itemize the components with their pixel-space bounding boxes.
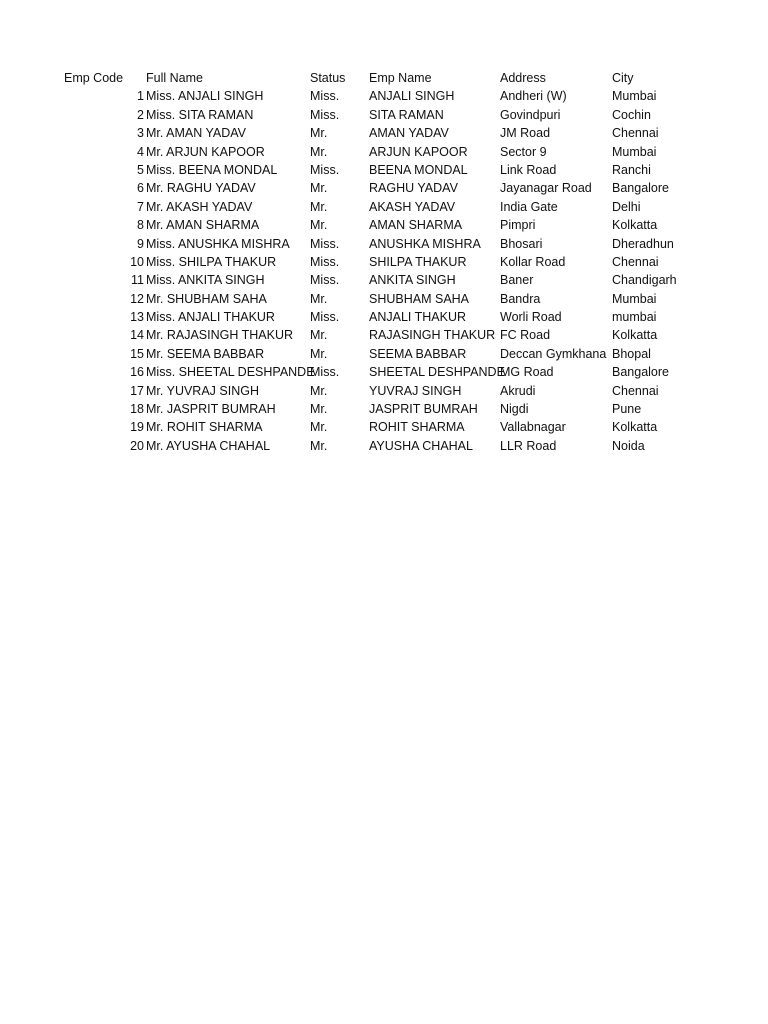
- table-row: [0, 326, 768, 344]
- full-name-cell: Mr. ARJUN KAPOOR: [146, 144, 265, 159]
- header-address: Address: [500, 71, 546, 85]
- city-cell: Dheradhun: [612, 236, 674, 251]
- city-cell: Mumbai: [612, 144, 657, 159]
- emp-name-cell: BEENA MONDAL: [369, 162, 468, 177]
- status-cell: Mr.: [310, 126, 328, 141]
- status-cell: Mr.: [310, 438, 328, 453]
- emp-code-cell: 6: [137, 181, 144, 196]
- full-name-cell: Miss. ANUSHKA MISHRA: [146, 236, 290, 251]
- full-name-cell: Miss. ANJALI THAKUR: [146, 310, 275, 325]
- emp-code-cell: 20: [130, 438, 144, 453]
- address-cell: Worli Road: [500, 310, 562, 325]
- table-row: [0, 253, 768, 271]
- status-cell: Miss.: [310, 89, 340, 104]
- address-cell: JM Road: [500, 126, 551, 141]
- emp-name-cell: ANJALI THAKUR: [369, 310, 467, 325]
- emp-name-cell: SHILPA THAKUR: [369, 254, 467, 269]
- emp-name-cell: ANKITA SINGH: [369, 273, 456, 288]
- table-body: [0, 87, 768, 455]
- full-name-cell: Miss. ANKITA SINGH: [146, 273, 265, 288]
- table-row: [0, 216, 768, 234]
- header-city: City: [612, 71, 634, 85]
- city-cell: mumbai: [612, 310, 657, 325]
- emp-name-cell: SEEMA BABBAR: [369, 346, 467, 361]
- emp-code-cell: 1: [137, 89, 144, 104]
- emp-name-cell: SITA RAMAN: [369, 107, 444, 122]
- full-name-cell: Mr. SHUBHAM SAHA: [146, 291, 267, 306]
- table-row: [0, 437, 768, 455]
- emp-name-cell: ANJALI SINGH: [369, 89, 455, 104]
- emp-name-cell: ROHIT SHARMA: [369, 420, 465, 435]
- city-cell: Cochin: [612, 107, 651, 122]
- emp-code-cell: 10: [130, 254, 144, 269]
- city-cell: Kolkatta: [612, 218, 658, 233]
- table-row: [0, 198, 768, 216]
- status-cell: Mr.: [310, 291, 328, 306]
- table-row: [0, 143, 768, 161]
- status-cell: Miss.: [310, 254, 340, 269]
- address-cell: Govindpuri: [500, 107, 561, 122]
- address-cell: MG Road: [500, 365, 554, 380]
- status-cell: Mr.: [310, 402, 328, 417]
- city-cell: Delhi: [612, 199, 641, 214]
- emp-code-cell: 14: [130, 328, 144, 343]
- full-name-cell: Mr. RAGHU YADAV: [146, 181, 256, 196]
- address-cell: Kollar Road: [500, 254, 566, 269]
- full-name-cell: Miss. ANJALI SINGH: [146, 89, 264, 104]
- address-cell: Vallabnagar: [500, 420, 566, 435]
- status-cell: Mr.: [310, 199, 328, 214]
- full-name-cell: Mr. AYUSHA CHAHAL: [146, 438, 271, 453]
- emp-code-cell: 11: [131, 273, 144, 288]
- full-name-cell: Miss. SHILPA THAKUR: [146, 254, 277, 269]
- header-emp-code: Emp Code: [64, 71, 124, 85]
- status-cell: Miss.: [310, 107, 340, 122]
- emp-name-cell: AKASH YADAV: [369, 199, 456, 214]
- emp-name-cell: ANUSHKA MISHRA: [369, 236, 481, 251]
- status-cell: Miss.: [310, 162, 340, 177]
- emp-code-cell: 12: [130, 291, 144, 306]
- status-cell: Miss.: [310, 273, 340, 288]
- header-row: [0, 69, 768, 87]
- address-cell: Deccan Gymkhana: [500, 346, 607, 361]
- city-cell: Mumbai: [612, 291, 657, 306]
- city-cell: Bhopal: [612, 346, 651, 361]
- emp-name-cell: RAJASINGH THAKUR: [369, 328, 496, 343]
- emp-code-cell: 19: [130, 420, 144, 435]
- emp-code-cell: 7: [137, 199, 144, 214]
- full-name-cell: Mr. AKASH YADAV: [146, 199, 253, 214]
- table-row: [0, 290, 768, 308]
- emp-code-cell: 16: [130, 365, 144, 380]
- full-name-cell: Miss. SITA RAMAN: [146, 107, 254, 122]
- full-name-cell: Miss. SHEETAL DESHPANDE: [146, 365, 315, 380]
- emp-code-cell: 18: [130, 402, 144, 417]
- address-cell: Akrudi: [500, 383, 536, 398]
- table-row: [0, 161, 768, 179]
- emp-name-cell: YUVRAJ SINGH: [369, 383, 462, 398]
- status-cell: Mr.: [310, 144, 328, 159]
- city-cell: Bangalore: [612, 181, 669, 196]
- address-cell: FC Road: [500, 328, 551, 343]
- table-row: [0, 87, 768, 105]
- city-cell: Chennai: [612, 383, 659, 398]
- table-row: [0, 418, 768, 436]
- city-cell: Chandigarh: [612, 273, 677, 288]
- header-emp-name: Emp Name: [369, 71, 432, 85]
- city-cell: Mumbai: [612, 89, 657, 104]
- emp-code-cell: 4: [137, 144, 144, 159]
- emp-code-cell: 15: [130, 346, 144, 361]
- full-name-cell: Mr. RAJASINGH THAKUR: [146, 328, 294, 343]
- address-cell: LLR Road: [500, 438, 557, 453]
- table-row: [0, 124, 768, 142]
- table-row: [0, 345, 768, 363]
- city-cell: Kolkatta: [612, 328, 658, 343]
- emp-name-cell: SHUBHAM SAHA: [369, 291, 470, 306]
- status-cell: Mr.: [310, 346, 328, 361]
- emp-name-cell: ARJUN KAPOOR: [369, 144, 468, 159]
- emp-name-cell: AYUSHA CHAHAL: [369, 438, 473, 453]
- full-name-cell: Mr. ROHIT SHARMA: [146, 420, 263, 435]
- city-cell: Bangalore: [612, 365, 669, 380]
- status-cell: Miss.: [310, 365, 340, 380]
- city-cell: Pune: [612, 402, 642, 417]
- emp-name-cell: RAGHU YADAV: [369, 181, 458, 196]
- status-cell: Miss.: [310, 236, 340, 251]
- table-row: [0, 271, 768, 289]
- city-cell: Noida: [612, 438, 645, 453]
- full-name-cell: Mr. AMAN SHARMA: [146, 218, 260, 233]
- address-cell: Bandra: [500, 291, 541, 306]
- table-row: [0, 400, 768, 418]
- table-row: [0, 382, 768, 400]
- status-cell: Mr.: [310, 420, 328, 435]
- address-cell: Nigdi: [500, 402, 529, 417]
- full-name-cell: Miss. BEENA MONDAL: [146, 162, 278, 177]
- city-cell: Kolkatta: [612, 420, 658, 435]
- emp-code-cell: 3: [137, 126, 144, 141]
- status-cell: Miss.: [310, 310, 340, 325]
- full-name-cell: Mr. YUVRAJ SINGH: [146, 383, 259, 398]
- emp-code-cell: 9: [137, 236, 144, 251]
- status-cell: Mr.: [310, 383, 328, 398]
- address-cell: Bhosari: [500, 236, 543, 251]
- status-cell: Mr.: [310, 218, 328, 233]
- address-cell: India Gate: [500, 199, 558, 214]
- status-cell: Mr.: [310, 181, 328, 196]
- full-name-cell: Mr. JASPRIT BUMRAH: [146, 402, 276, 417]
- header-status: Status: [310, 71, 346, 85]
- table-row: [0, 363, 768, 381]
- address-cell: Pimpri: [500, 218, 536, 233]
- full-name-cell: Mr. AMAN YADAV: [146, 126, 247, 141]
- emp-name-cell: AMAN SHARMA: [369, 218, 463, 233]
- emp-name-cell: SHEETAL DESHPANDE: [369, 365, 505, 380]
- address-cell: Sector 9: [500, 144, 547, 159]
- emp-name-cell: JASPRIT BUMRAH: [369, 402, 478, 417]
- employee-sheet: [0, 69, 768, 455]
- city-cell: Chennai: [612, 126, 659, 141]
- city-cell: Ranchi: [612, 162, 651, 177]
- emp-name-cell: AMAN YADAV: [369, 126, 449, 141]
- address-cell: Link Road: [500, 162, 557, 177]
- city-cell: Chennai: [612, 254, 659, 269]
- emp-code-cell: 8: [137, 218, 144, 233]
- status-cell: Mr.: [310, 328, 328, 343]
- emp-code-cell: 2: [137, 107, 144, 122]
- emp-code-cell: 13: [130, 310, 144, 325]
- emp-code-cell: 5: [137, 162, 144, 177]
- table-row: [0, 179, 768, 197]
- table-row: [0, 308, 768, 326]
- table-row: [0, 106, 768, 124]
- address-cell: Jayanagar Road: [500, 181, 592, 196]
- header-full-name: Full Name: [146, 71, 203, 85]
- emp-code-cell: 17: [130, 383, 144, 398]
- table-row: [0, 235, 768, 253]
- address-cell: Baner: [500, 273, 534, 288]
- full-name-cell: Mr. SEEMA BABBAR: [146, 346, 265, 361]
- address-cell: Andheri (W): [500, 89, 567, 104]
